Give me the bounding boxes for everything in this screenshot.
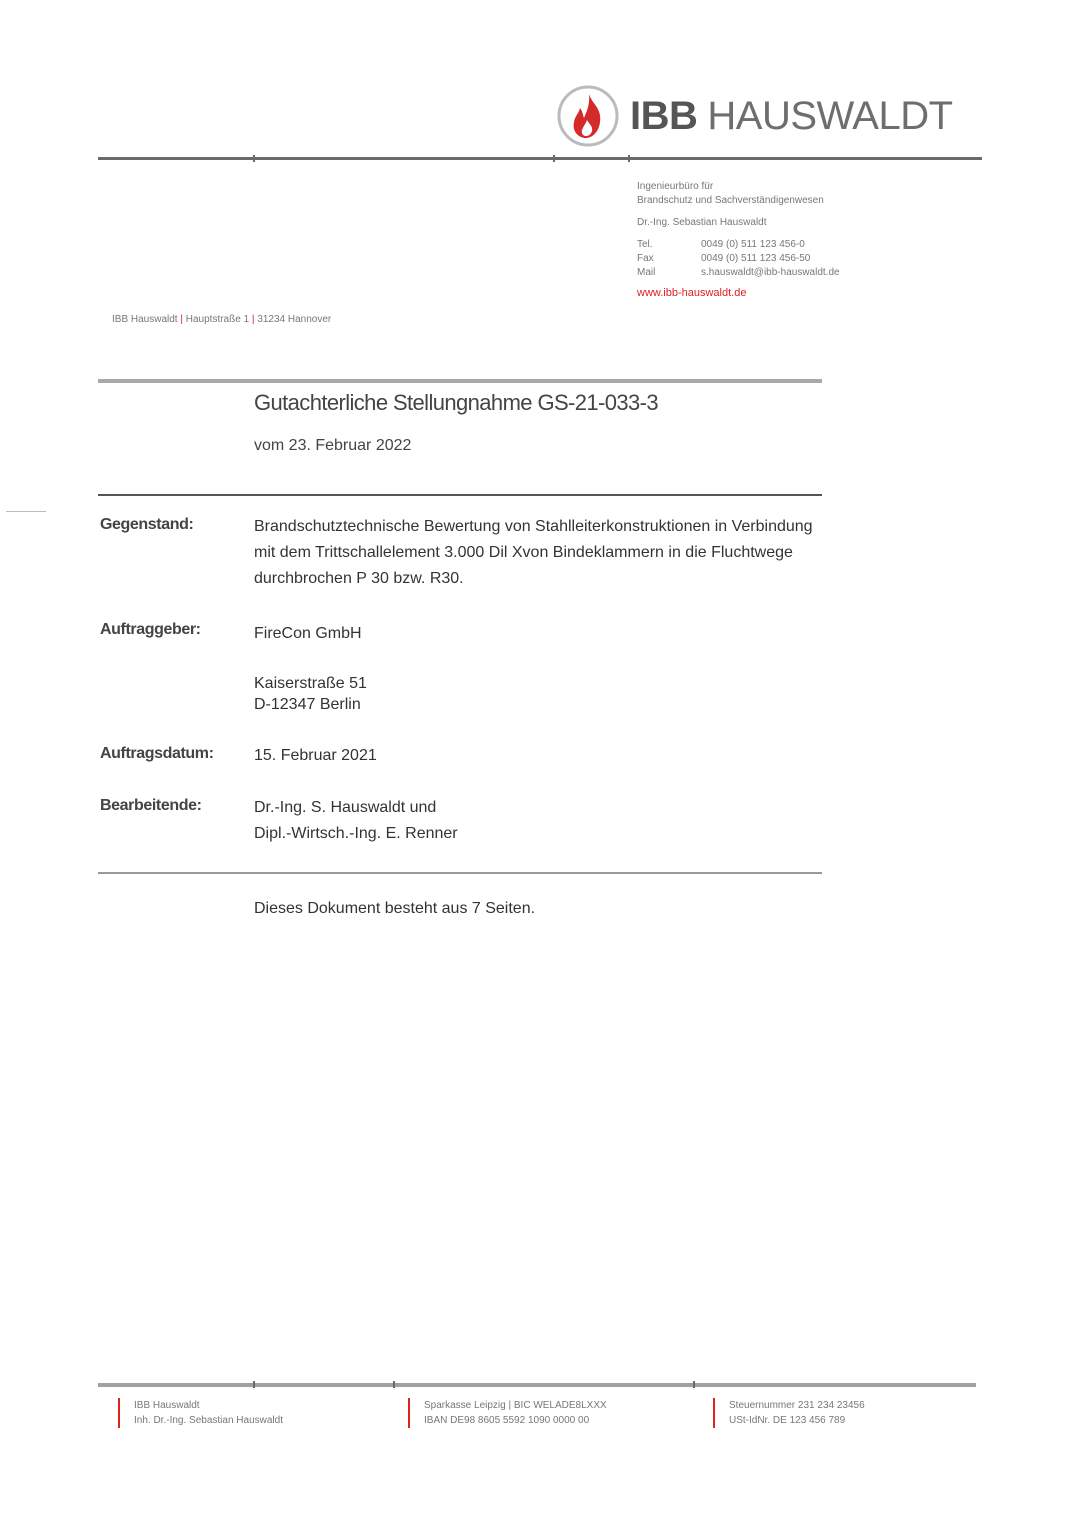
footer-company: IBB Hauswaldt Inh. Dr.-Ing. Sebastian Hauswaldt (118, 1398, 283, 1428)
return-address: IBB Hauswaldt | Hauptstraße 1 | 31234 Hannover (112, 314, 332, 325)
sender-block (637, 180, 937, 300)
sender-name: Dr.-Ing. Sebastian Hauswaldt (637, 217, 767, 228)
field-value-editor-2: Dipl.-Wirtsch.-Ing. E. Renner (254, 825, 458, 842)
field-label-order-date: Auftragsdatum: (100, 745, 214, 762)
document-date: vom 23. Februar 2022 (254, 437, 412, 454)
title-rule-top (98, 379, 822, 383)
field-label-client: Auftraggeber: (100, 621, 201, 638)
document-title: Gutachterliche Stellungnahme GS-21-033-3 (254, 390, 659, 415)
flame-logo-icon (556, 84, 620, 148)
footer-rule (98, 1383, 976, 1387)
contact-row: Tel. 0049 (0) 511 123 456-0 (637, 239, 805, 250)
field-value-editor-1: Dr.-Ing. S. Hauswaldt und (254, 799, 437, 816)
fields-rule-bottom (98, 872, 822, 874)
contact-row: Mail s.hauswaldt@ibb-hauswaldt.de (637, 267, 840, 278)
contact-row: Fax 0049 (0) 511 123 456-50 (637, 253, 811, 264)
company-logo (556, 84, 956, 148)
brand-name: IBB HAUSWALDT (630, 93, 953, 138)
sender-line: Ingenieurbüro für (637, 181, 714, 192)
footer-tax: Steuernummer 231 234 23456 USt-IdNr. DE 123 456 789 (713, 1398, 865, 1428)
field-value-subject: Brandschutztechnische Bewertung von Stahlleiterkonstruktionen in Verbindung mit dem Trittschallelement 3.000 Dil Xvon Bindeklammern in die Fluchtwege durchbrochen P 30 bzw. R30. (254, 518, 813, 587)
field-value-order-date: 15. Februar 2021 (254, 747, 377, 764)
field-label-subject: Gegenstand: (100, 516, 194, 533)
header-rule (98, 157, 982, 160)
title-rule-bottom (98, 494, 822, 496)
field-label-editors: Bearbeitende: (100, 797, 202, 814)
sender-line: Brandschutz und Sachverständigenwesen (637, 195, 824, 206)
page-count-note: Dieses Dokument besteht aus 7 Seiten. (254, 900, 536, 917)
footer-bank: Sparkasse Leipzig | BIC WELADE8LXXX IBAN DE98 8605 5592 1090 0000 00 (408, 1398, 607, 1428)
fold-mark (6, 511, 46, 512)
field-value-client-street: Kaiserstraße 51 (254, 675, 367, 692)
field-value-client-city: D-12347 Berlin (254, 696, 361, 713)
field-value-client: FireCon GmbH (254, 625, 362, 642)
website-link[interactable]: www.ibb-hauswaldt.de (637, 287, 747, 299)
